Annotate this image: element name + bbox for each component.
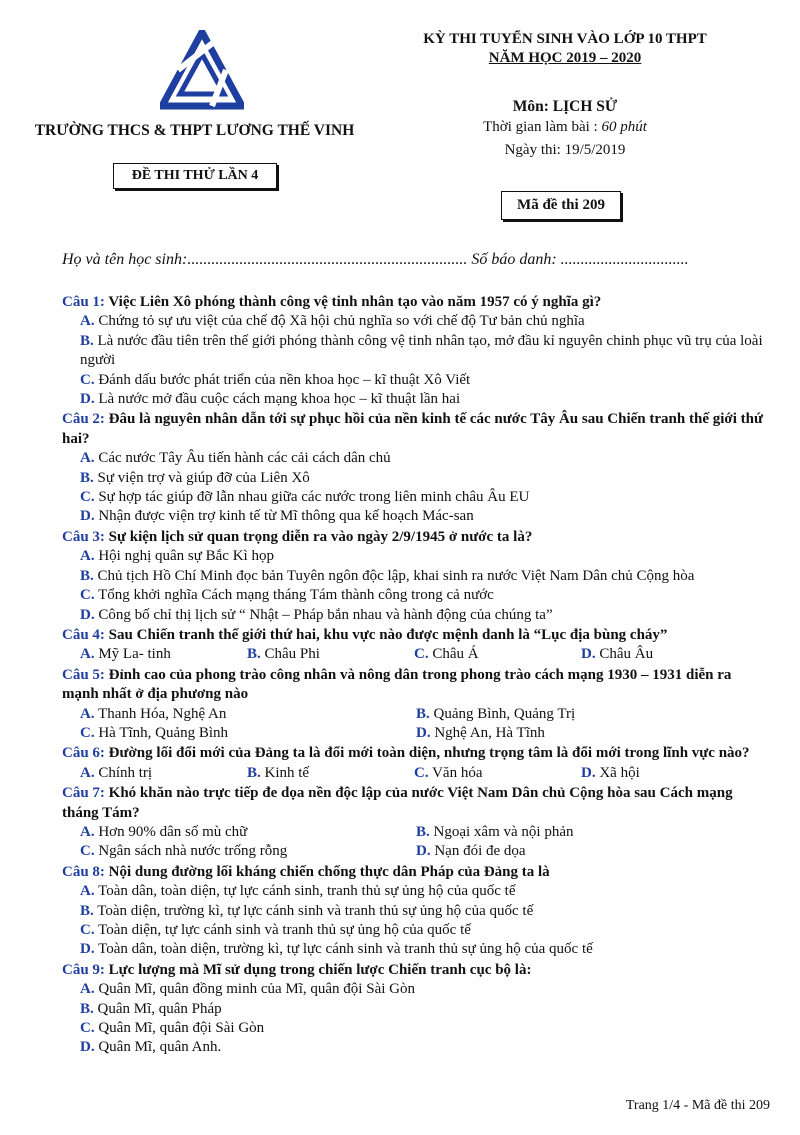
option-letter: C. [414,646,429,663]
option-text: Hà Tĩnh, Quảng Bình [98,724,229,741]
question-text [62,626,770,645]
question-number: Câu 5: [62,666,105,683]
option-text: Quảng Bình, Quảng Trị [433,705,576,722]
option-letter: D. [80,941,95,958]
option-text: Ngân sách nhà nước trống rỗng [98,843,288,860]
option-letter: B. [416,823,430,840]
option-letter: C. [80,922,95,938]
question-stem: Khó khăn nào trực tiếp đe dọa nền độc lập của nước Việt Nam Dân chủ Cộng hòa sau Cách mạng tháng Tám? [62,785,733,821]
option-line [62,606,770,625]
question-text [62,666,770,705]
answer-option [80,372,470,388]
answer-option [416,705,752,724]
answer-option [416,724,752,743]
option-line [62,882,770,901]
answer-option [80,1001,222,1017]
option-row [62,842,770,861]
question-text [62,784,770,823]
page-footer: Trang 1/4 - Mã đề thi 209 [625,1098,770,1113]
answer-option [80,941,593,957]
option-line [62,586,770,605]
answer-option [416,823,752,842]
option-text: Là nước mở đầu cuộc cách mạng khoa học – kĩ thuật lần hai [98,391,461,408]
answer-option [80,981,415,997]
exam-date: Ngày thi: 19/5/2019 [504,142,626,158]
option-letter: B. [247,764,261,781]
answer-option [80,1020,264,1036]
question-stem: Nội dung đường lối kháng chiến chống thực dân Pháp của Đảng ta là [108,863,550,880]
answer-option [80,724,416,743]
option-text: Thanh Hóa, Nghệ An [98,705,227,722]
time-label: Thời gian làm bài : [483,119,602,135]
option-text: Nhận được viện trợ kinh tế từ Mĩ thông qua kế hoạch Mác-san [98,508,474,525]
option-line [62,332,770,371]
option-text: Toàn diện, tự lực cánh sinh và tranh thủ sự ủng hộ của quốc tế [98,922,471,938]
option-row [62,724,770,743]
question-list [62,293,770,1059]
time-value: 60 phút [601,119,647,135]
answer-option [581,764,748,783]
answer-option [414,764,581,783]
exam-title-line-1: KỲ THI TUYỂN SINH VÀO LỚP 10 THPT [423,31,707,47]
option-row [62,764,770,783]
option-letter: B. [80,902,94,919]
question-number: Câu 3: [62,528,105,545]
answer-option [247,645,414,664]
answer-option [581,645,748,664]
answer-option [414,645,581,664]
option-line [62,390,770,409]
option-text: Kinh tế [264,764,310,781]
answer-option [80,450,391,466]
option-row [62,823,770,842]
question-stem: Đường lối đổi mới của Đảng ta là đổi mới toàn diện, nhưng trọng tâm là đổi mới trong lĩnh vực nào? [108,745,750,762]
question-number: Câu 8: [62,863,105,880]
option-text: Quân Mĩ, quân Pháp [97,1000,222,1017]
question-text [62,410,770,449]
question-stem: Việc Liên Xô phóng thành công vệ tinh nhân tạo vào năm 1957 có ý nghĩa gì? [108,294,602,310]
school-logo-icon [160,30,244,110]
option-row [62,645,770,664]
option-line [62,1019,770,1038]
option-text: Sự hợp tác giúp đỡ lẫn nhau giữa các nước trong liên minh châu Âu EU [98,489,530,506]
school-name: TRƯỜNG THCS & THPT LƯƠNG THẾ VINH [34,122,355,139]
option-line [62,371,770,390]
option-text: Mỹ La- tinh [98,646,171,663]
answer-option [80,548,274,564]
answer-option [80,607,553,623]
question-number: Câu 1: [62,294,105,310]
student-name-field: ...................................................................... [187,251,468,268]
question-number: Câu 2: [62,411,105,428]
trial-exam-label: ĐỀ THI THỬ LẦN 4 [113,163,277,189]
question-text [62,744,770,763]
question-item [62,626,770,665]
question-number: Câu 7: [62,785,105,802]
option-line [62,312,770,331]
question-item [62,666,770,744]
answer-option [80,883,516,899]
answer-option [80,333,763,368]
option-line [62,902,770,921]
option-letter: A. [80,646,95,663]
option-letter: C. [80,1020,95,1037]
option-letter: A. [80,450,95,467]
question-item [62,528,770,625]
answer-option [80,313,585,329]
question-item [62,293,770,409]
option-row [62,705,770,724]
answer-option [247,764,414,783]
option-letter: D. [416,724,431,741]
option-letter: D. [581,646,596,663]
answer-option [80,842,416,861]
option-letter: C. [80,371,95,388]
option-line [62,980,770,999]
option-line [62,1038,770,1057]
option-line [62,449,770,468]
answer-option [80,903,533,919]
student-id-field: ................................ [560,251,689,268]
option-text: Quân Mĩ, quân đồng minh của Mĩ, quân đội Sài Gòn [98,981,415,998]
option-letter: A. [80,883,95,900]
option-letter: C. [80,489,95,506]
option-text: Tổng khởi nghĩa Cách mạng tháng Tám thành công trong cả nước [98,587,494,604]
option-letter: B. [80,1000,94,1017]
option-line [62,1000,770,1019]
option-letter: D. [80,391,95,408]
answer-option [80,489,529,505]
option-letter: A. [80,981,95,998]
option-letter: B. [247,646,261,663]
student-id-label: Số báo danh: [471,251,557,268]
option-letter: A. [80,548,95,565]
exam-time [380,119,750,136]
option-line [62,488,770,507]
answer-option [80,1039,221,1055]
option-text: Sự viện trợ và giúp đỡ của Liên Xô [97,469,310,486]
option-letter: A. [80,705,95,722]
option-text: Quân Mĩ, quân Anh. [98,1039,222,1056]
question-number: Câu 6: [62,745,105,762]
question-stem: Sự kiện lịch sử quan trọng diễn ra vào ngày 2/9/1945 ở nước ta là? [108,528,533,545]
question-text [62,961,770,980]
option-text: Chủ tịch Hồ Chí Minh đọc bản Tuyên ngôn độc lập, khai sinh ra nước Việt Nam Dân chủ Cộng hòa [97,567,695,584]
option-letter: C. [80,843,95,860]
question-text [62,863,770,882]
option-line [62,507,770,526]
option-letter: A. [80,823,95,840]
option-letter: C. [414,764,429,781]
option-text: Châu Âu [599,646,654,663]
question-text [62,293,770,312]
option-text: Xã hội [599,764,640,781]
answer-option [80,823,416,842]
answer-option [80,587,494,603]
option-text: Đánh dấu bước phát triển của nền khoa học – kĩ thuật Xô Viết [98,371,471,388]
option-text: Toàn dân, toàn diện, trường kì, tự lực cánh sinh và tranh thủ sự ủng hộ của quốc tế [98,941,593,958]
option-text: Ngoại xâm và nội phản [433,823,574,840]
answer-option [80,470,310,486]
option-text: Nạn đói đe dọa [434,843,526,860]
student-info-line [62,251,762,269]
option-text: Toàn diện, trường kì, tự lực cánh sinh và tranh thủ sự ủng hộ của quốc tế [97,902,534,919]
option-letter: D. [80,606,95,623]
option-letter: B. [80,469,94,486]
question-stem: Lực lượng mà Mĩ sử dụng trong chiến lược Chiến tranh cục bộ là: [108,961,532,978]
option-line [62,567,770,586]
option-letter: C. [80,587,95,604]
option-text: Hơn 90% dân số mù chữ [98,823,248,840]
option-letter: D. [581,764,596,781]
answer-option [80,391,460,407]
question-stem: Đỉnh cao của phong trào công nhân và nông dân trong phong trào cách mạng 1930 – 1931 diễn ra mạnh nhất ở địa phương nào [62,666,732,703]
answer-option [80,508,474,524]
option-letter: A. [80,764,95,781]
question-text [62,528,770,547]
option-text: Văn hóa [432,764,483,781]
option-letter: B. [80,332,94,349]
option-letter: C. [80,724,95,741]
question-stem: Sau Chiến tranh thế giới thứ hai, khu vực nào được mệnh danh là “Lục địa bùng cháy” [108,626,668,643]
option-letter: D. [80,1039,95,1056]
answer-option [80,568,694,584]
option-letter: D. [416,843,431,860]
option-line [62,940,770,959]
option-letter: D. [80,508,95,525]
option-text: Toàn dân, toàn diện, tự lực cánh sinh, tranh thủ sự ủng hộ của quốc tế [98,883,516,900]
option-text: Là nước đầu tiên trên thế giới phóng thành công vệ tinh nhân tạo, mở đầu kỉ nguyên chinh phục vũ trụ của loài người [80,332,763,369]
option-text: Công bố chỉ thị lịch sử “ Nhật – Pháp bắn nhau và hành động của chúng ta” [98,606,553,623]
exam-subject: Môn: LỊCH SỬ [512,98,618,115]
student-name-label: Họ và tên học sinh: [62,251,188,268]
question-item [62,410,770,526]
option-text: Châu Á [432,646,479,663]
option-text: Chính trị [98,764,153,781]
option-text: Chứng tỏ sự ưu việt của chế độ Xã hội chủ nghĩa so với chế độ Tư bản chủ nghĩa [98,313,585,330]
option-letter: A. [80,313,95,330]
option-text: Các nước Tây Âu tiến hành các cải cách dân chủ [98,450,391,467]
option-letter: B. [80,567,94,584]
option-letter: B. [416,705,430,722]
answer-option [80,764,247,783]
option-line [62,921,770,940]
option-text: Hội nghị quân sự Bắc Kì họp [98,548,274,565]
option-text: Châu Phi [264,646,320,663]
option-text: Quân Mĩ, quân đội Sài Gòn [98,1020,265,1037]
exam-title-line-2: NĂM HỌC 2019 – 2020 [488,50,642,66]
answer-option [80,922,471,938]
question-item [62,744,770,783]
option-line [62,547,770,566]
exam-title [380,30,750,68]
question-item [62,863,770,960]
question-item [62,784,770,862]
exam-code: Mã đề thi 209 [501,191,621,220]
question-item [62,961,770,1058]
answer-option [416,842,752,861]
question-number: Câu 4: [62,626,105,643]
option-text: Nghệ An, Hà Tĩnh [434,724,545,741]
option-line [62,469,770,488]
question-stem: Đâu là nguyên nhân dẫn tới sự phục hồi của nền kinh tế các nước Tây Âu sau Chiến tranh thế giới thứ hai? [62,411,763,447]
answer-option [80,705,416,724]
question-number: Câu 9: [62,961,105,978]
answer-option [80,645,247,664]
